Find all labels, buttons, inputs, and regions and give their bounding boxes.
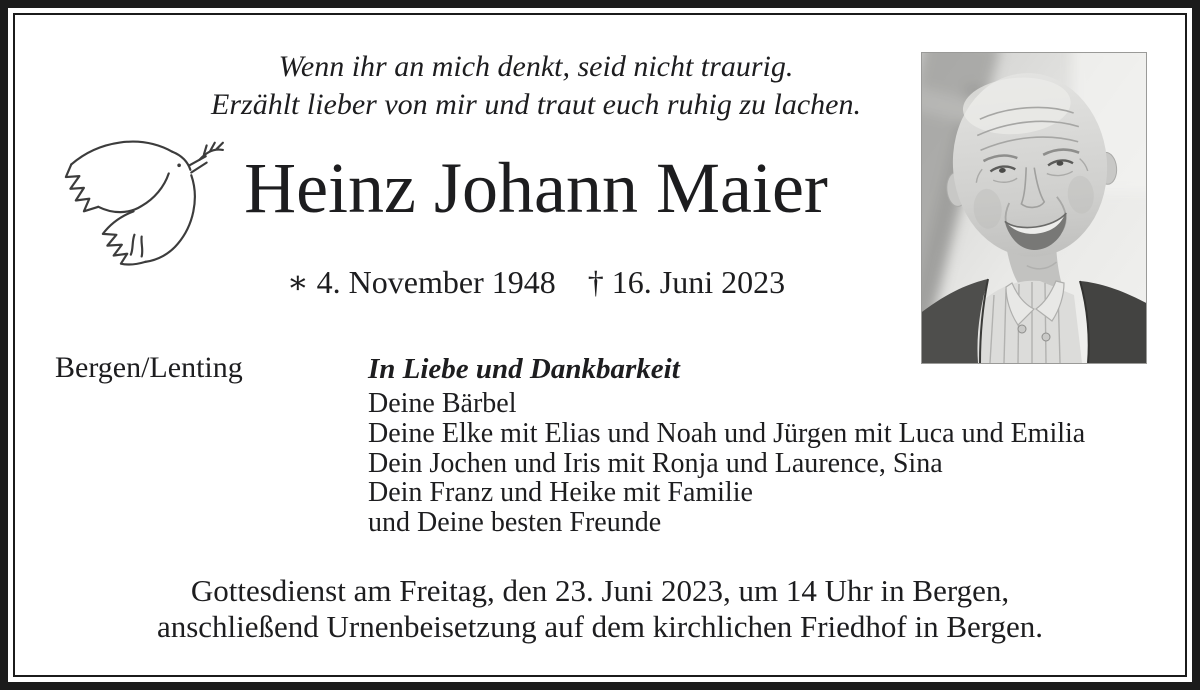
mourners-heading: In Liebe und Dankbarkeit [368, 353, 680, 385]
portrait-photo [921, 52, 1147, 364]
death-date: † 16. Juni 2023 [587, 264, 786, 300]
home-town: Bergen/Lenting [55, 351, 243, 384]
service-line-2: anschließend Urnenbeisetzung auf dem kirchlichen Friedhof in Bergen. [156, 609, 1044, 644]
birth-date: ∗ 4. November 1948 [286, 264, 556, 300]
service-line-1: Gottesdienst am Freitag, den 23. Juni 2023, um 14 Uhr in Bergen, [190, 573, 1010, 608]
mourner-line: Deine Elke mit Elias und Noah und Jürgen mit Luca und Emilia [368, 417, 1086, 449]
memorial-quote [151, 48, 921, 124]
service-announcement [15, 573, 1185, 645]
deceased-name: Heinz Johann Maier [244, 148, 828, 228]
mourner-line: Dein Franz und Heike mit Familie [368, 477, 753, 509]
mourner-line: Deine Bärbel [368, 388, 517, 419]
life-dates [151, 262, 921, 302]
mourner-line: Dein Jochen und Iris mit Ronja und Laurence, Sina [368, 447, 943, 479]
mourners-block [368, 349, 1178, 538]
quote-line-2: Erzählt lieber von mir und traut euch ruhig zu lachen. [211, 88, 861, 121]
mourner-line: und Deine besten Freunde [368, 507, 662, 539]
quote-line-1: Wenn ihr an mich denkt, seid nicht traurig. [278, 50, 794, 83]
